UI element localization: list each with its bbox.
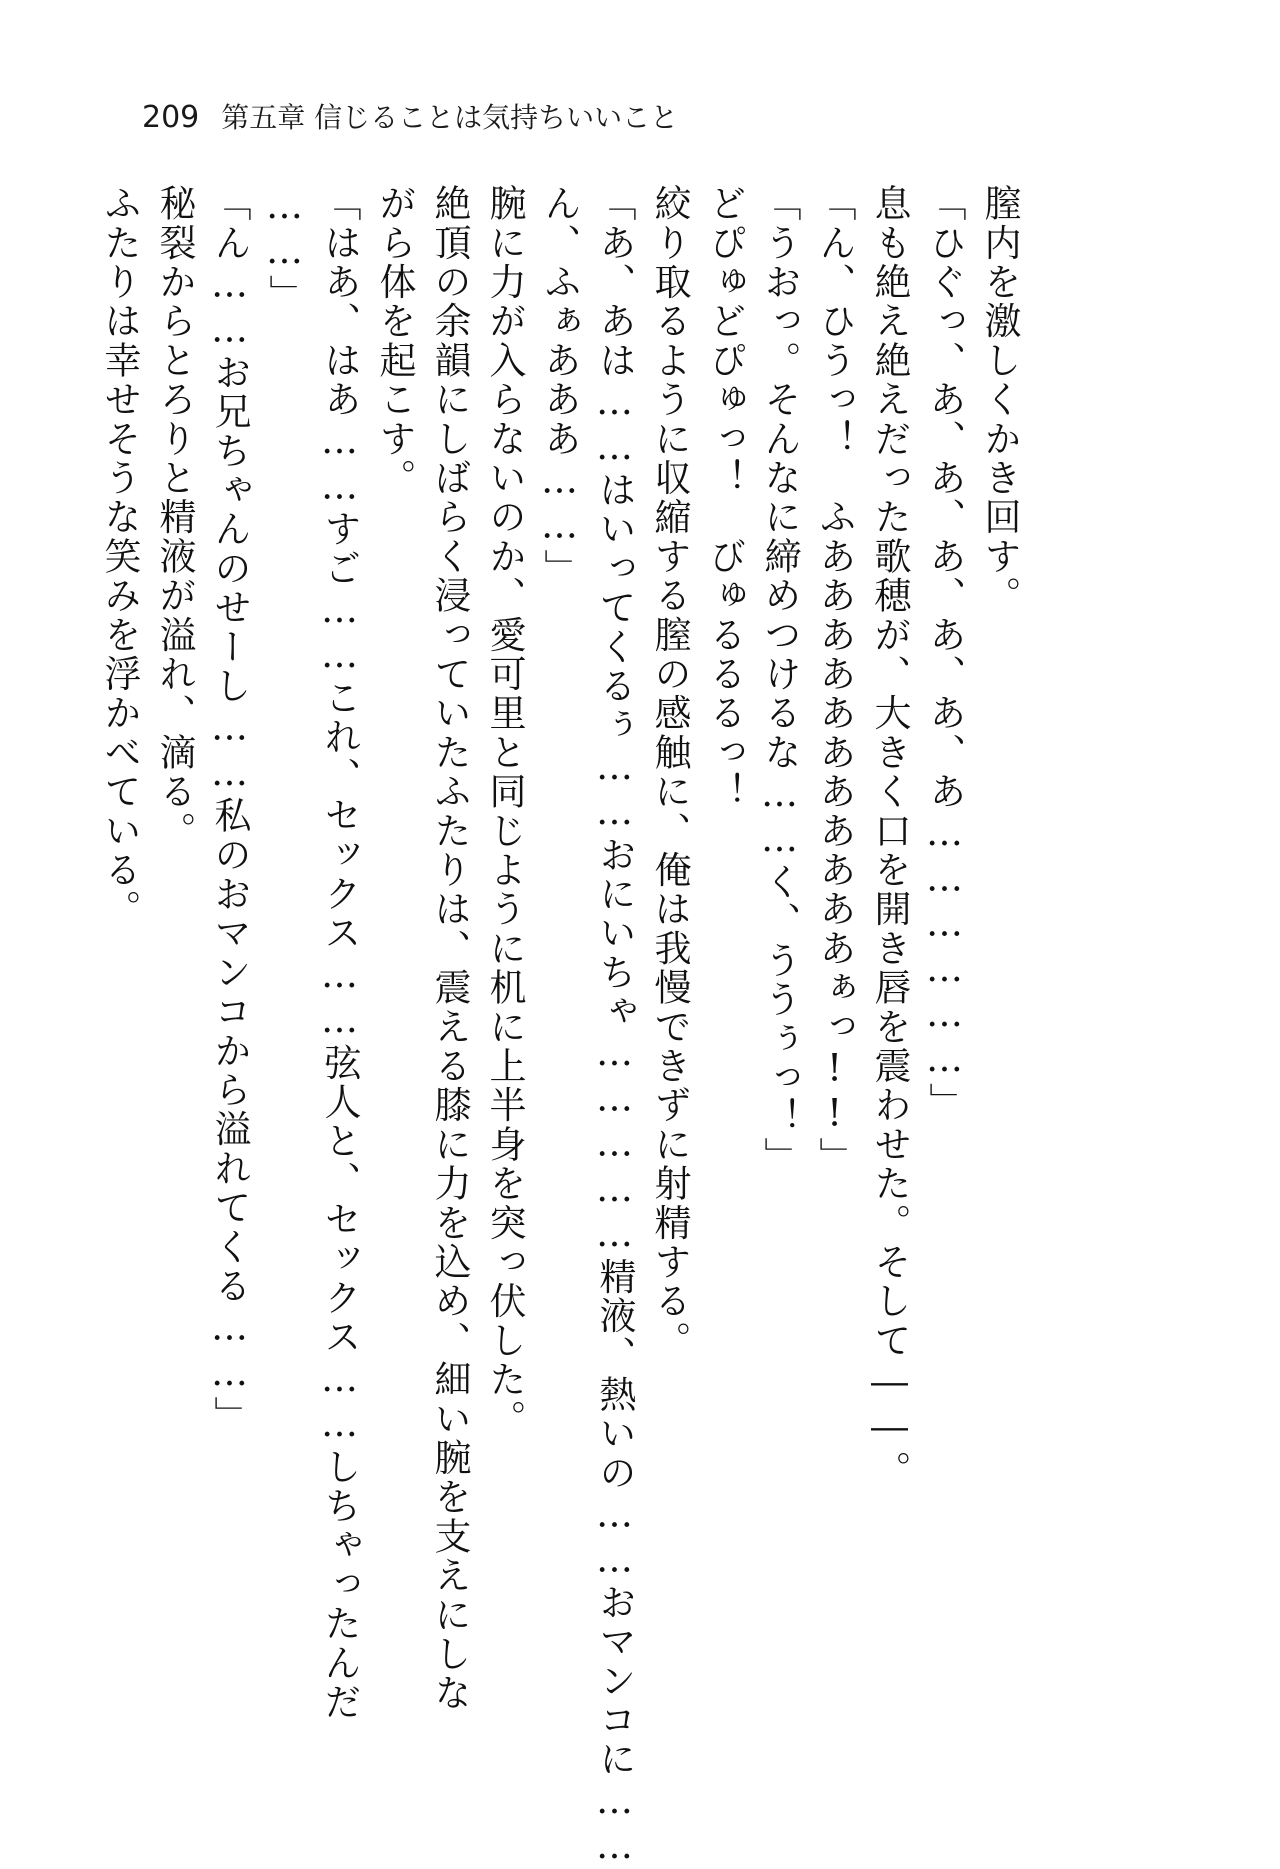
- text-column: ……」: [263, 184, 306, 314]
- text-column: がら体を起こす。: [373, 184, 416, 498]
- text-column: どぴゅどぴゅっ！ びゅるるるっ！: [703, 184, 746, 812]
- text-column: 「あ、あは……はいってくるぅ……おにいちゃ……………精液、熱いの……おマンコに……: [593, 184, 636, 1869]
- text-column: 膣内を激しくかき回す。: [978, 184, 1021, 616]
- text-column: 絶頂の余韻にしばらく浸っていたふたりは、震える膝に力を込め、細い腕を支えにしな: [428, 184, 471, 1713]
- vertical-body-text: [83, 184, 1021, 1869]
- text-column: ふたりは幸せそうな笑みを浮かべている。: [98, 184, 141, 929]
- text-column: ん、ふぁあああ……」: [538, 184, 581, 588]
- text-column: 「ん、ひうっ！ ふあああああああああああぁっ!!」: [813, 184, 856, 1176]
- chapter-title: 第五章 信じることは気持ちいいこと: [221, 101, 679, 134]
- text-column: 秘裂からとろりと精液が溢れ、滴る。: [153, 184, 196, 851]
- text-column: 「うおっ。そんなに締めつけるな……く、ううぅっ！」: [758, 184, 801, 1176]
- text-column: 「ん……お兄ちゃんのせーし……私のおマンコから溢れてくる……」: [208, 184, 251, 1436]
- text-column: 絞り取るように収縮する膣の感触に、俺は我慢できずに射精する。: [648, 184, 691, 1360]
- page-header: [142, 96, 678, 136]
- text-column: 腕に力が入らないのか、愛可里と同じように机に上半身を突っ伏した。: [483, 184, 526, 1439]
- page-number: 209: [142, 100, 200, 135]
- text-column: 息も絶え絶えだった歌穂が、大きく口を開き唇を震わせた。そして――。: [868, 184, 911, 1490]
- text-column: 「ひぐっ、あ、あ、あ、あ、あ、あ………………」: [923, 184, 966, 1122]
- text-column: 「はあ、はあ……すご……これ、セックス……弦人と、セックス……しちゃったんだ: [318, 184, 361, 1722]
